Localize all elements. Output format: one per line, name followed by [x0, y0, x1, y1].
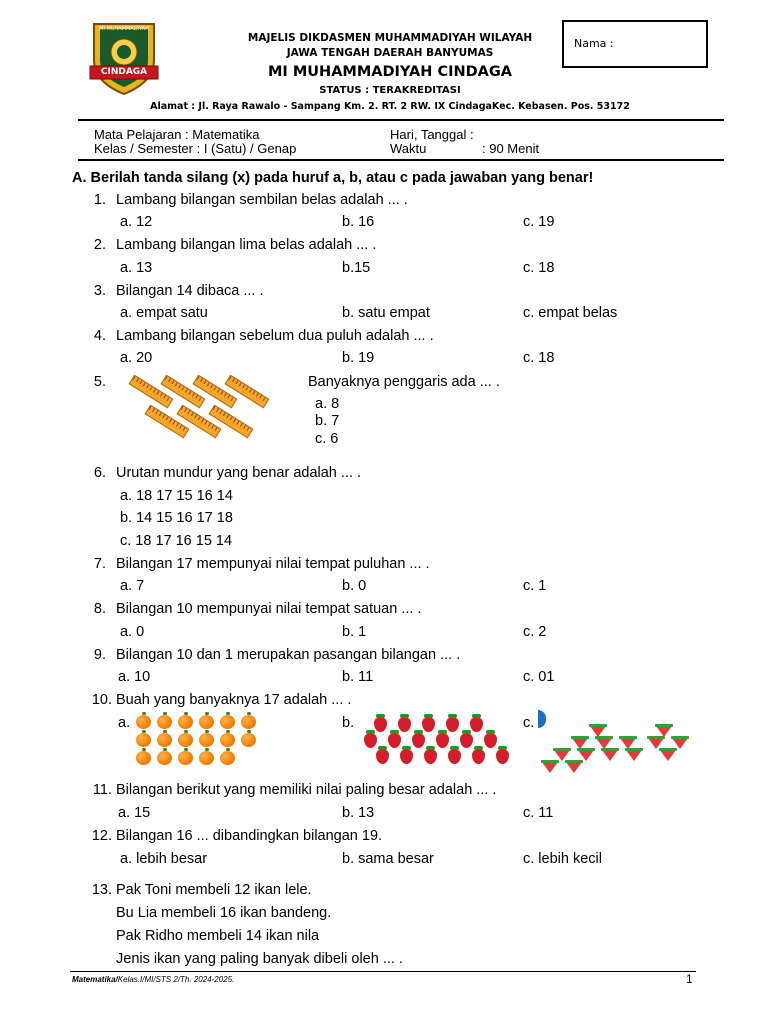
orange: [178, 715, 193, 729]
strawberry: [496, 749, 509, 764]
footer-subject: Matematika/: [72, 975, 118, 984]
orange: [241, 733, 256, 747]
strawberry: [484, 733, 497, 748]
q10-option-c[interactable]: c.: [523, 715, 535, 731]
strawberry: [422, 717, 435, 732]
q10-option-b[interactable]: b.: [342, 715, 355, 731]
q7-option-a[interactable]: a. 7: [120, 578, 145, 594]
strawberry: [412, 733, 425, 748]
q4-option-b[interactable]: b. 19: [342, 350, 375, 366]
orange: [220, 733, 235, 747]
oranges-picture: [136, 712, 270, 768]
footer-text: [72, 975, 234, 984]
section-a-title: A. Berilah tanda silang (x) pada huruf a, b, atau c pada jawaban yang benar!: [72, 170, 594, 186]
q8-number: 8.: [93, 601, 106, 617]
footer-divider: [70, 971, 696, 972]
q2-option-a[interactable]: a. 13: [120, 260, 153, 276]
orange: [220, 715, 235, 729]
q12-option-a[interactable]: a. lebih besar: [120, 851, 208, 867]
q3-option-b[interactable]: b. satu empat: [342, 305, 430, 321]
q9-number: 9.: [93, 647, 106, 663]
q1-text: Lambang bilangan sembilan belas adalah ... .: [116, 192, 408, 208]
q5-option-b[interactable]: b. 7: [315, 413, 340, 429]
info-mapel: Mata Pelajaran : Matematika: [94, 127, 260, 142]
address-line: Alamat : Jl. Raya Rawalo - Sampang Km. 2. RT. 2 RW. IX CindagaKec. Kebasen. Pos. 53172: [150, 101, 630, 112]
q12-option-b[interactable]: b. sama besar: [342, 851, 434, 867]
q6-option-a[interactable]: a. 18 17 15 16 14: [120, 488, 233, 504]
q2-option-b[interactable]: b.15: [342, 260, 371, 276]
strawberry: [364, 733, 377, 748]
strawberry: [374, 717, 387, 732]
watermelon-slice: [672, 738, 688, 749]
org-line-1: MAJELIS DIKDASMEN MUHAMMADIYAH WILAYAH: [247, 32, 533, 44]
q11-option-c[interactable]: c. 11: [523, 805, 554, 821]
q13-line-2: Bu Lia membeli 16 ikan bandeng.: [116, 905, 332, 921]
q11-option-b[interactable]: b. 13: [342, 805, 375, 821]
info-waktu-value: : 90 Menit: [482, 141, 540, 156]
q8-option-a[interactable]: a. 0: [120, 624, 145, 640]
watermelon-slice: [602, 750, 618, 761]
watermelons-picture: [538, 710, 688, 768]
status-line: STATUS : TERAKREDITASI: [319, 85, 461, 96]
strawberry: [448, 749, 461, 764]
q4-text: Lambang bilangan sebelum dua puluh adalah ... .: [116, 328, 434, 344]
q7-option-c[interactable]: c. 1: [523, 578, 547, 594]
watermelon-slice: [626, 750, 642, 761]
q2-text: Lambang bilangan lima belas adalah ... .: [116, 237, 377, 253]
q7-option-b[interactable]: b. 0: [342, 578, 367, 594]
q3-text: Bilangan 14 dibaca ... .: [116, 283, 264, 299]
q3-option-c[interactable]: c. empat belas: [523, 305, 618, 321]
strawberry: [376, 749, 389, 764]
q1-option-a[interactable]: a. 12: [120, 214, 153, 230]
info-kelas: Kelas / Semester : I (Satu) / Genap: [94, 141, 297, 156]
q9-option-b[interactable]: b. 11: [342, 669, 374, 685]
q8-option-c[interactable]: c. 2: [523, 624, 547, 640]
logo-text: CINDAGA: [100, 67, 148, 77]
q12-text: Bilangan 16 ... dibandingkan bilangan 19.: [116, 828, 383, 844]
q10-number: 10.: [91, 692, 112, 708]
strawberry: [446, 717, 459, 732]
q13-number: 13.: [91, 882, 112, 898]
q11-option-a[interactable]: a. 15: [118, 805, 151, 821]
school-name: MI MUHAMMADIYAH CINDAGA: [267, 64, 512, 80]
orange: [199, 751, 214, 765]
info-divider: [78, 159, 724, 161]
footer-meta: Kelas.I/MI/STS 2/Th. 2024-2025.: [117, 975, 235, 984]
logo-ring-text: MI MUHAMMADIYAH: [99, 26, 149, 32]
q7-number: 7.: [93, 556, 106, 572]
rulers-picture: [124, 372, 274, 440]
q13-line-1: Pak Toni membeli 12 ikan lele.: [116, 882, 312, 898]
nama-label: Nama :: [574, 37, 614, 50]
q10-text: Buah yang banyaknya 17 adalah ... .: [116, 692, 352, 708]
q12-number: 12.: [91, 828, 112, 844]
q10-option-a[interactable]: a.: [118, 715, 131, 731]
org-line-2: JAWA TENGAH DAERAH BANYUMAS: [286, 47, 494, 59]
q8-option-b[interactable]: b. 1: [342, 624, 367, 640]
strawberry: [424, 749, 437, 764]
blue-mark: [538, 710, 546, 728]
q13-line-3: Pak Ridho membeli 14 ikan nila: [116, 928, 320, 944]
strawberry: [472, 749, 485, 764]
q4-number: 4.: [93, 328, 106, 344]
orange: [199, 733, 214, 747]
q1-option-b[interactable]: b. 16: [342, 214, 375, 230]
q12-option-c[interactable]: c. lebih kecil: [523, 851, 602, 867]
q5-text: Banyaknya penggaris ada ... .: [308, 374, 500, 390]
q2-option-c[interactable]: c. 18: [523, 260, 555, 276]
q4-option-a[interactable]: a. 20: [120, 350, 153, 366]
info-waktu-label: Waktu: [390, 141, 427, 156]
q5-option-c[interactable]: c. 6: [315, 431, 339, 447]
q3-option-a[interactable]: a. empat satu: [120, 305, 208, 321]
info-hari: Hari, Tanggal :: [390, 127, 474, 142]
q11-text: Bilangan berikut yang memiliki nilai paling besar adalah ... .: [116, 782, 497, 798]
strawberry: [436, 733, 449, 748]
watermelon-slice: [656, 726, 672, 737]
q6-text: Urutan mundur yang benar adalah ... .: [116, 465, 362, 481]
header-divider: [78, 119, 724, 121]
q1-option-c[interactable]: c. 19: [523, 214, 555, 230]
q3-number: 3.: [93, 283, 106, 299]
q8-text: Bilangan 10 mempunyai nilai tempat satuan ... .: [116, 601, 422, 617]
q9-option-a[interactable]: a. 10: [118, 669, 151, 685]
q6-option-c[interactable]: c. 18 17 16 15 14: [120, 533, 233, 549]
strawberry: [460, 733, 473, 748]
orange: [178, 751, 193, 765]
strawberry: [398, 717, 411, 732]
strawberry: [470, 717, 483, 732]
q4-option-c[interactable]: c. 18: [523, 350, 555, 366]
q6-option-b[interactable]: b. 14 15 16 17 18: [120, 510, 233, 526]
q1-number: 1.: [93, 192, 106, 208]
q7-text: Bilangan 17 mempunyai nilai tempat puluhan ... .: [116, 556, 430, 572]
strawberry: [400, 749, 413, 764]
orange: [136, 715, 151, 729]
q11-number: 11.: [92, 782, 112, 798]
orange: [220, 751, 235, 765]
orange: [178, 733, 193, 747]
q5-number: 5.: [93, 374, 106, 390]
q9-text: Bilangan 10 dan 1 merupakan pasangan bilangan ... .: [116, 647, 461, 663]
orange: [136, 751, 151, 765]
q13-line-4: Jenis ikan yang paling banyak dibeli oleh ... .: [116, 951, 403, 967]
orange: [199, 715, 214, 729]
page-number: 1: [686, 972, 693, 986]
q2-number: 2.: [93, 237, 106, 253]
nama-box[interactable]: [562, 20, 708, 68]
q5-option-a[interactable]: a. 8: [315, 396, 340, 412]
q9-option-c[interactable]: c. 01: [523, 669, 555, 685]
orange: [157, 715, 172, 729]
strawberries-picture: [360, 712, 510, 768]
watermelon-slice: [660, 750, 676, 761]
orange: [157, 751, 172, 765]
q6-number: 6.: [93, 465, 106, 481]
watermelon-slice: [566, 762, 582, 773]
watermelon-slice: [542, 762, 558, 773]
strawberry: [388, 733, 401, 748]
orange: [241, 715, 256, 729]
orange: [157, 733, 172, 747]
orange: [136, 733, 151, 747]
